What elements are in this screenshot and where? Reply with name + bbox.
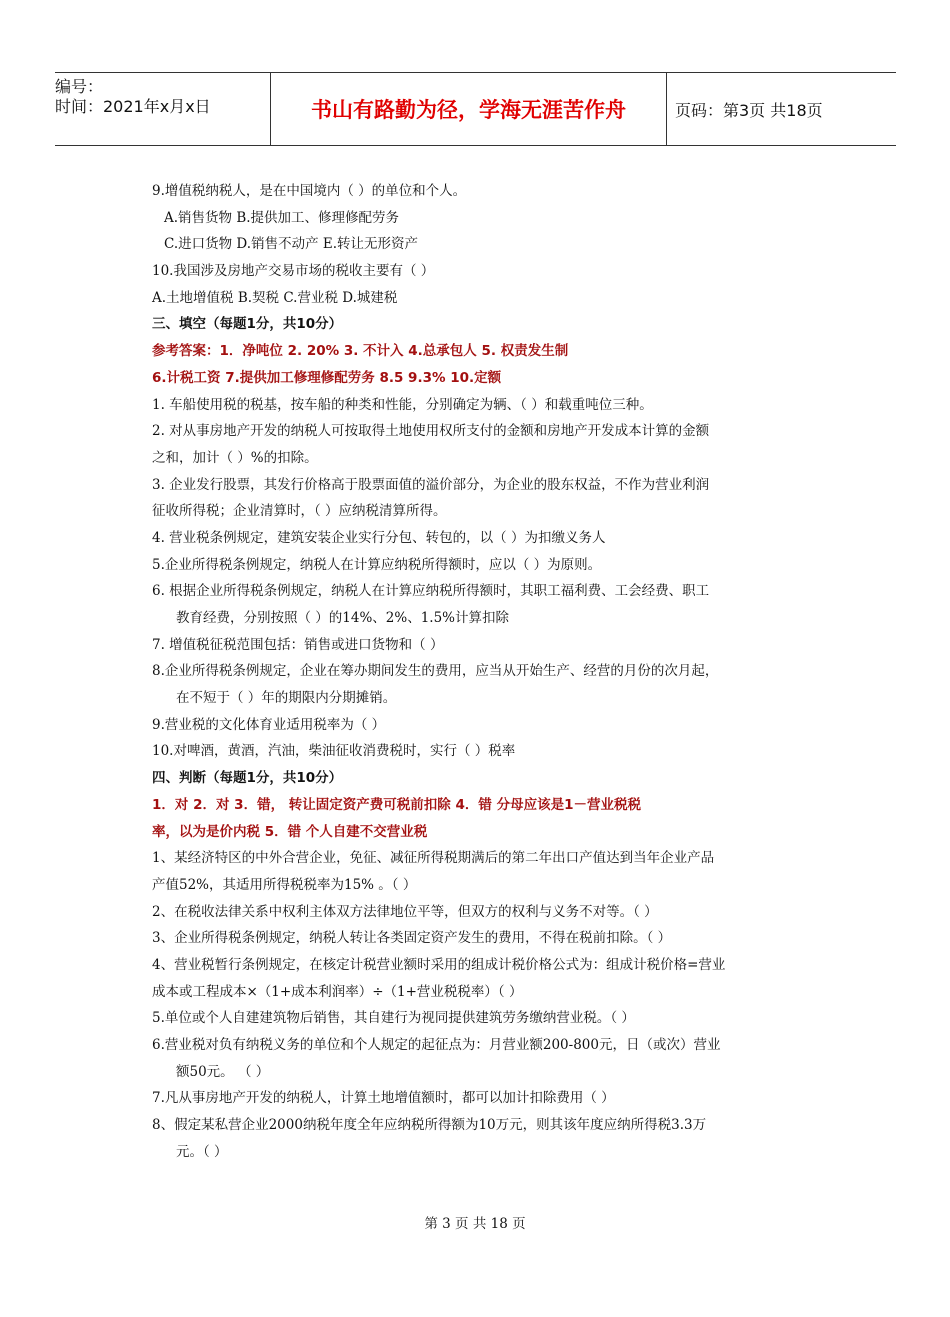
text-line: 3、企业所得税条例规定，纳税人转让各类固定资产发生的费用，不得在税前扣除。（ ） bbox=[152, 930, 672, 947]
header-page-number: 页码：第3页 共18页 bbox=[675, 100, 823, 120]
text-line: 6. 根据企业所得税条例规定，纳税人在计算应纳税所得额时，其职工福利费、工会经费、职工 bbox=[152, 583, 710, 600]
text-line: 5.企业所得税条例规定，纳税人在计算应纳税所得额时，应以（ ）为原则。 bbox=[152, 556, 602, 573]
header-meta bbox=[55, 73, 269, 145]
document-number: 编号： bbox=[55, 77, 104, 96]
text-line: 2、在税收法律关系中权利主体双方法律地位平等，但双方的权利与义务不对等。（ ） bbox=[152, 903, 658, 920]
document-time: 时间：2021年x月x日 bbox=[55, 97, 211, 116]
text-line: 8、假定某私营企业2000纳税年度全年应纳税所得额为10万元，则其该年度应纳所得税3.3万 bbox=[152, 1117, 707, 1134]
text-line: A.销售货物 B.提供加工、修理修配劳务 bbox=[164, 209, 400, 226]
text-line: 额50元。 （ ） bbox=[176, 1063, 270, 1080]
text-line: 成本或工程成本×（1+成本利润率）÷（1+营业税税率）（ ） bbox=[152, 983, 523, 1000]
text-line: 6.营业税对负有纳税义务的单位和个人规定的起征点为：月营业额200-800元，日（或次）营业 bbox=[152, 1037, 721, 1053]
section-heading: 三、填空（每题1分，共10分） bbox=[152, 316, 343, 333]
text-line: 4、营业税暂行条例规定，在核定计税营业额时采用的组成计税价格公式为：组成计税价格=营业 bbox=[152, 956, 726, 973]
text-line: 4. 营业税条例规定，建筑安装企业实行分包、转包的，以（ ）为扣缴义务人 bbox=[152, 529, 606, 546]
text-line: 征收所得税；企业清算时，（ ）应纳税清算所得。 bbox=[152, 503, 447, 520]
text-line: 产值52%，其适用所得税税率为15% 。（ ） bbox=[152, 876, 417, 893]
text-line: 1. 车船使用税的税基，按车船的种类和性能，分别确定为辆、（ ）和载重吨位三种。 bbox=[152, 396, 653, 413]
answer-line: 率，以为是价内税 5．错 个人自建不交营业税 bbox=[152, 823, 428, 840]
page-header bbox=[55, 72, 896, 146]
text-line: 5.单位或个人自建建筑物后销售，其自建行为视同提供建筑劳务缴纳营业税。（ ） bbox=[152, 1010, 635, 1027]
text-line: 8.企业所得税条例规定，企业在筹办期间发生的费用，应当从开始生产、经营的月份的次月起， bbox=[152, 663, 719, 680]
text-line: 教育经费，分别按照（ ）的14%、2%、1.5%计算扣除 bbox=[176, 610, 510, 626]
section-heading: 四、判断（每题1分，共10分） bbox=[152, 770, 343, 787]
text-line: 在不短于（ ）年的期限内分期摊销。 bbox=[176, 690, 397, 707]
answer-line: 参考答案：1．净吨位 2. 20% 3. 不计入 4.总承包人 5. 权责发生制 bbox=[152, 343, 569, 360]
page-footer: 第 3 页 共 18 页 bbox=[424, 1216, 526, 1232]
text-line: 1、某经济特区的中外合营企业，免征、减征所得税期满后的第二年出口产值达到当年企业产品 bbox=[152, 850, 715, 867]
text-line: 9.增值税纳税人，是在中国境内（ ）的单位和个人。 bbox=[152, 183, 467, 199]
text-line: 9.营业税的文化体育业适用税率为（ ） bbox=[152, 716, 386, 733]
document-body bbox=[152, 178, 812, 1165]
text-line: 7. 增值税征税范围包括：销售或进口货物和（ ） bbox=[152, 636, 444, 653]
text-line: 3. 企业发行股票，其发行价格高于股票面值的溢价部分，为企业的股东权益，不作为营业利润 bbox=[152, 476, 710, 493]
answer-line: 1．对 2．对 3．错， 转让固定资产费可税前扣除 4．错 分母应该是1－营业税税 bbox=[152, 796, 641, 813]
text-line: 10.对啤酒，黄酒，汽油，柴油征收消费税时，实行（ ）税率 bbox=[152, 743, 516, 760]
header-motto: 书山有路勤为径，学海无涯苦作舟 bbox=[270, 73, 667, 145]
answer-line: 6.计税工资 7.提供加工修理修配劳务 8.5 9.3% 10.定额 bbox=[152, 369, 502, 386]
text-line: 元。（ ） bbox=[176, 1143, 228, 1160]
text-line: 10.我国涉及房地产交易市场的税收主要有（ ） bbox=[152, 263, 435, 280]
text-line: 2. 对从事房地产开发的纳税人可按取得土地使用权所支付的金额和房地产开发成本计算的金额 bbox=[152, 423, 710, 440]
text-line: 7.凡从事房地产开发的纳税人，计算土地增值额时，都可以加计扣除费用（ ） bbox=[152, 1090, 615, 1107]
text-line: 之和，加计（ ）%的扣除。 bbox=[152, 449, 318, 466]
text-line: C.进口货物 D.销售不动产 E.转让无形资产 bbox=[164, 236, 419, 253]
text-line: A.土地增值税 B.契税 C.营业税 D.城建税 bbox=[152, 289, 398, 306]
